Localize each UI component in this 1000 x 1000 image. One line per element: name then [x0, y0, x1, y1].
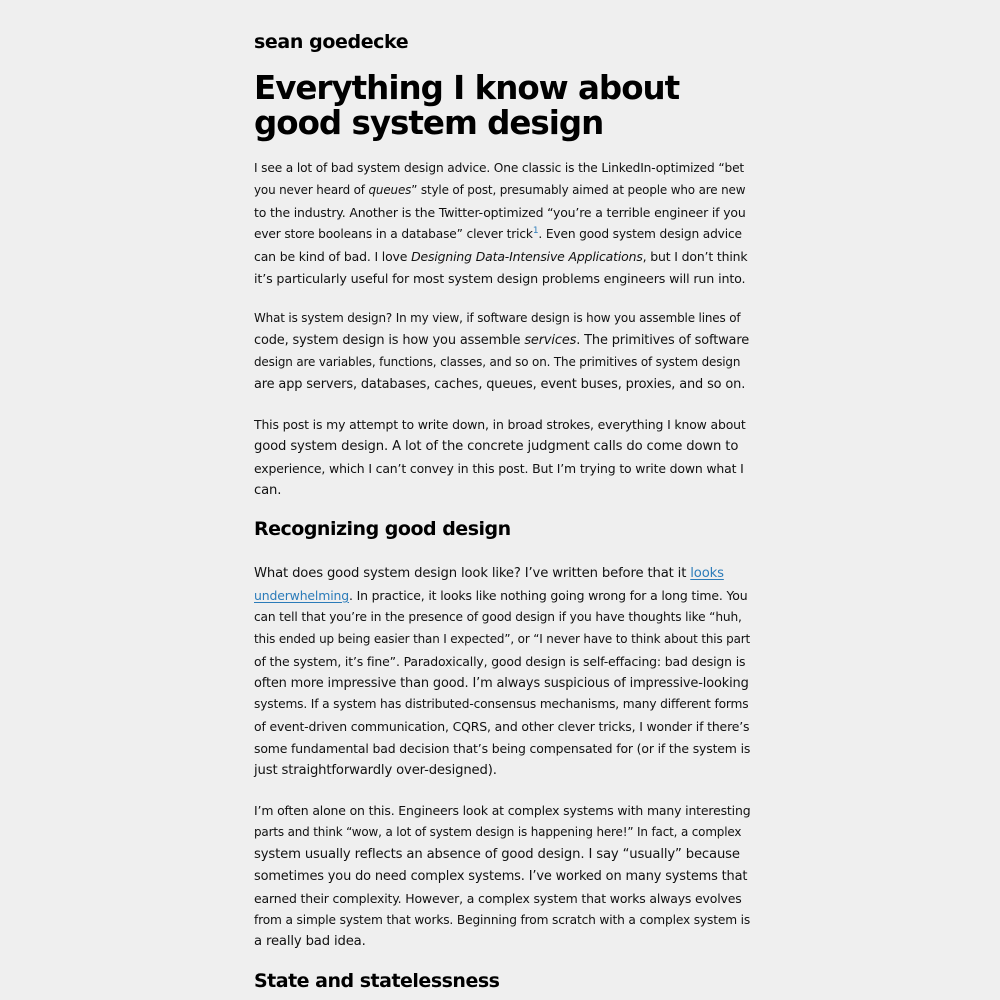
post-title	[254, 71, 750, 141]
section-heading-state-and-statelessness: State and statelessness	[254, 970, 500, 992]
text-run: code, system design is how you assemble	[254, 332, 525, 348]
text-line: to the industry. Another is the Twitter-optimized “you’re a terrible engineer if you	[254, 204, 746, 220]
text-line: often more impressive than good. I’m always suspicious of impressive-looking	[254, 675, 749, 691]
text-line: I see a lot of bad system design advice. One classic is the LinkedIn-optimized “bet	[254, 161, 745, 175]
intro-paragraph-3	[254, 414, 750, 502]
text-run: ever store booleans in a database” clever trick	[254, 226, 533, 241]
text-line: earned their complexity. However, a complex system that works always evolves	[254, 890, 742, 906]
text-run: you never heard of	[254, 182, 369, 197]
text-line: it’s particularly useful for most system design problems engineers will run into.	[254, 270, 746, 286]
text-line: can.	[254, 482, 282, 498]
text-run: can be kind of bad. I love	[254, 248, 412, 264]
post-title-line: Everything I know about	[254, 69, 680, 107]
section1-paragraph-2	[254, 800, 750, 953]
section-heading-recognizing-good-design: Recognizing good design	[254, 518, 511, 540]
post-title-line: good system design	[254, 104, 604, 142]
text-line: just straightforwardly over-designed).	[254, 763, 497, 779]
text-line: of event-driven communication, CQRS, and other clever tricks, I wonder if there’s	[254, 719, 750, 735]
text-line	[254, 180, 750, 202]
intro-paragraph-2	[254, 308, 750, 396]
text-line	[254, 585, 750, 607]
emphasis-text: queues	[368, 182, 412, 197]
looks-underwhelming-link-cont[interactable]: underwhelming	[254, 587, 349, 603]
text-line: this ended up being easier than I expected”, or “I never have to think about this part	[254, 631, 751, 646]
site-title-link[interactable]: sean goedecke	[254, 31, 409, 53]
text-line	[254, 330, 750, 352]
text-line: experience, which I can’t convey in this post. But I’m trying to write down what I	[254, 460, 744, 476]
emphasis-text: services	[524, 332, 577, 348]
text-run: . Even good system design advice	[538, 226, 742, 241]
looks-underwhelming-link[interactable]: looks	[690, 566, 724, 581]
intro-paragraph-1	[254, 158, 750, 289]
section1-paragraph-1	[254, 563, 750, 782]
text-line: some fundamental bad decision that’s being compensated for (or if the system is	[254, 741, 751, 757]
text-line: sometimes you do need complex systems. I’ve worked on many systems that	[254, 868, 748, 884]
text-run: . The primitives of software	[576, 332, 750, 348]
text-run: What does good system design look like? I’ve written before that it	[254, 566, 691, 581]
text-line: I’m often alone on this. Engineers look at complex systems with many interesting	[254, 803, 751, 818]
text-line: can tell that you’re in the presence of good design if you have thoughts like “huh,	[254, 609, 742, 624]
text-run: , but I don’t think	[642, 248, 748, 264]
text-line: What is system design? In my view, if software design is how you assemble lines of	[254, 311, 741, 325]
text-line: systems. If a system has distributed-consensus mechanisms, many different forms	[254, 697, 749, 712]
text-run: ” style of post, presumably aimed at people who are new	[411, 182, 746, 197]
text-run: . In practice, it looks like nothing going wrong for a long time. You	[349, 587, 748, 603]
text-line: of the system, it’s fine”. Paradoxically, good design is self-effacing: bad design is	[254, 653, 746, 669]
text-line: from a simple system that works. Beginning from scratch with a complex system is	[254, 912, 751, 927]
text-line: a really bad idea.	[254, 934, 366, 950]
footnote-link[interactable]: 1	[532, 225, 539, 236]
text-line	[254, 224, 750, 246]
text-line: are app servers, databases, caches, queues, event buses, proxies, and so on.	[254, 376, 746, 392]
text-line: parts and think “wow, a lot of system design is happening here!” In fact, a complex	[254, 824, 742, 839]
text-line: This post is my attempt to write down, in broad strokes, everything I know about	[254, 417, 746, 432]
text-line	[254, 246, 750, 268]
text-line: good system design. A lot of the concrete judgment calls do come down to	[254, 438, 739, 454]
text-line: design are variables, functions, classes, and so on. The primitives of system design	[254, 354, 741, 369]
text-line	[254, 563, 750, 585]
text-line: system usually reflects an absence of good design. I say “usually” because	[254, 846, 740, 862]
book-title-emphasis: Designing Data-Intensive Applications	[411, 248, 643, 264]
